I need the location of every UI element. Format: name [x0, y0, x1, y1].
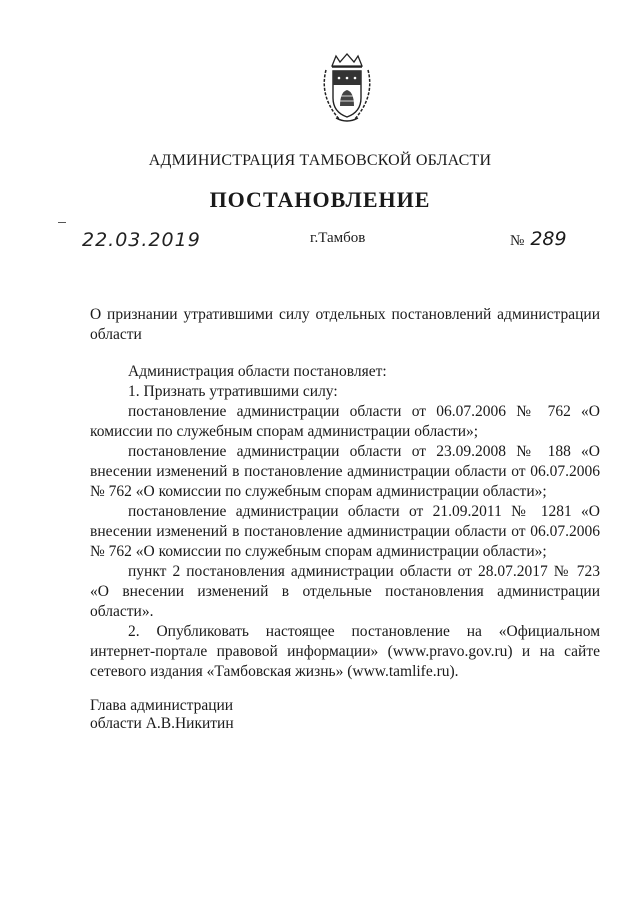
scan-mark [58, 222, 66, 223]
signature-title: Глава администрации [90, 697, 234, 714]
entry-1: постановление администрации области от 06.07.2006 № 762 «О комиссии по служебным спорам администрации области»; [90, 403, 600, 440]
document-number [510, 228, 567, 250]
document-body [90, 362, 600, 682]
document-date: 22.03.2019 [82, 229, 201, 251]
number-value: 289 [530, 228, 567, 250]
organization-name: АДМИНИСТРАЦИЯ ТАМБОВСКОЙ ОБЛАСТИ [148, 152, 492, 169]
document-city: г.Тамбов [310, 230, 366, 246]
signature-block [90, 697, 234, 733]
intro-line: Администрация области постановляет: [128, 363, 387, 380]
entry-3: постановление администрации области от 21.09.2011 № 1281 «О внесении изменений в постановление администрации области от 06.07.2006 № 762 «О комиссии по служебным спорам администрации области»; [90, 503, 600, 560]
signature-name: области А.В.Никитин [90, 715, 234, 732]
item-2: 2. Опубликовать настоящее постановление на «Официальном интернет-портале правовой информации» (www.pravo.gov.ru) и на сайте сетевого издания «Тамбовская жизнь» (www.tamlife.ru). [90, 623, 600, 680]
entry-2: постановление администрации области от 23.09.2008 № 188 «О внесении изменений в постановление администрации области от 06.07.2006 № 762 «О комиссии по служебным спорам администрации области»; [90, 443, 600, 500]
number-label: № [510, 233, 525, 249]
entry-4: пункт 2 постановления администрации области от 28.07.2017 № 723 «О внесении изменений в отдельные постановления администрации области». [90, 563, 600, 620]
document-subject: О признании утратившими силу отдельных постановлений администрации области [90, 306, 600, 343]
coat-of-arms-icon [318, 52, 376, 126]
document-type: ПОСТАНОВЛЕНИЕ [209, 187, 431, 212]
item-1-title: 1. Признать утратившими силу: [128, 383, 338, 400]
